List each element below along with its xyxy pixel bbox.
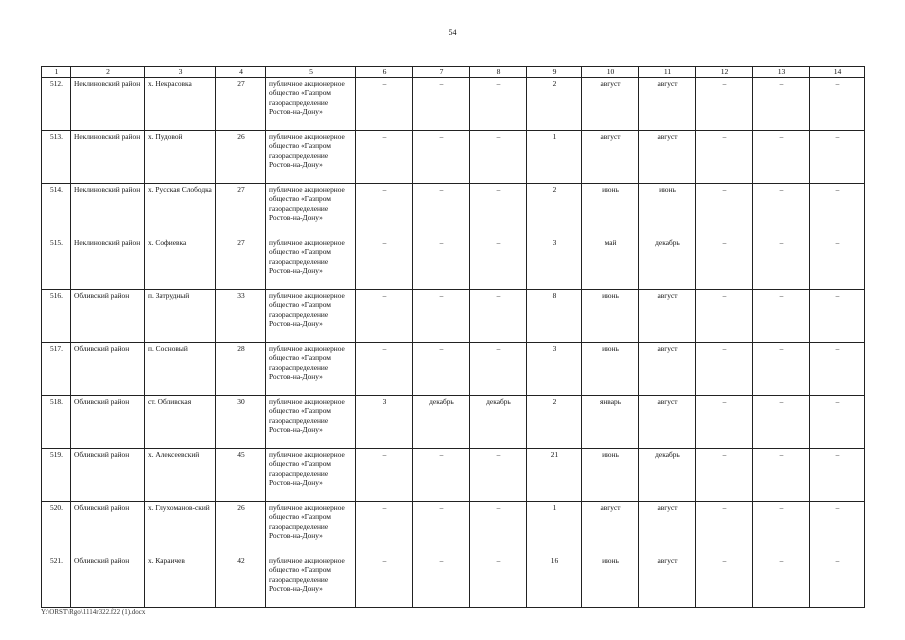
value-col-14: – — [810, 236, 865, 290]
table-row — [42, 183, 865, 236]
month-col-11: декабрь — [639, 236, 696, 290]
district-name: Обливский район — [71, 289, 145, 342]
settlement-name: х. Алексеевский — [145, 448, 216, 501]
value-col-6: – — [356, 342, 413, 395]
table-row — [42, 395, 865, 448]
table-row — [42, 554, 865, 608]
column-header: 6 — [356, 67, 413, 78]
value-col-8: – — [470, 342, 527, 395]
district-name: Обливский район — [71, 342, 145, 395]
value-col-7: – — [413, 236, 470, 290]
value-col-13: – — [753, 183, 810, 236]
row-number: 518. — [42, 395, 71, 448]
month-col-11: август — [639, 342, 696, 395]
value-col-8: – — [470, 130, 527, 183]
value-col-7: – — [413, 77, 470, 130]
value-col-13: – — [753, 130, 810, 183]
value-col-7: – — [413, 554, 470, 608]
settlement-name: х. Глухоманов-ский — [145, 501, 216, 554]
month-col-10: январь — [582, 395, 639, 448]
table-row — [42, 289, 865, 342]
organization-name: публичное акционерное общество «Газпром газораспределение Ростов-на-Дону» — [266, 448, 356, 501]
district-name: Обливский район — [71, 395, 145, 448]
month-col-10: август — [582, 77, 639, 130]
value-col-13: – — [753, 289, 810, 342]
column-header: 10 — [582, 67, 639, 78]
row-number: 519. — [42, 448, 71, 501]
value-col-14: – — [810, 554, 865, 608]
month-col-10: июнь — [582, 448, 639, 501]
value-col-8: – — [470, 289, 527, 342]
value-col-12: – — [696, 395, 753, 448]
value-col-8: – — [470, 448, 527, 501]
value-col-13: – — [753, 501, 810, 554]
table-row — [42, 342, 865, 395]
count-value: 30 — [216, 395, 266, 448]
value-col-14: – — [810, 448, 865, 501]
settlement-name: х. Пудовой — [145, 130, 216, 183]
count-value: 33 — [216, 289, 266, 342]
value-col-7: – — [413, 501, 470, 554]
settlement-name: п. Затрудный — [145, 289, 216, 342]
count-value: 42 — [216, 554, 266, 608]
district-name: Неклиновский район — [71, 77, 145, 130]
value-col-7: декабрь — [413, 395, 470, 448]
column-header: 5 — [266, 67, 356, 78]
value-col-12: – — [696, 289, 753, 342]
value-col-14: – — [810, 183, 865, 236]
month-col-10: август — [582, 501, 639, 554]
value-col-6: – — [356, 130, 413, 183]
column-header: 2 — [71, 67, 145, 78]
settlement-name: п. Сосновый — [145, 342, 216, 395]
value-col-14: – — [810, 342, 865, 395]
district-name: Обливский район — [71, 554, 145, 608]
district-name: Неклиновский район — [71, 183, 145, 236]
organization-name: публичное акционерное общество «Газпром газораспределение Ростов-на-Дону» — [266, 130, 356, 183]
value-col-8: – — [470, 183, 527, 236]
column-header: 7 — [413, 67, 470, 78]
district-name: Обливский район — [71, 501, 145, 554]
value-col-6: – — [356, 448, 413, 501]
data-table — [41, 66, 865, 608]
month-col-11: декабрь — [639, 448, 696, 501]
column-header: 1 — [42, 67, 71, 78]
month-col-11: август — [639, 501, 696, 554]
value-col-12: – — [696, 554, 753, 608]
column-header: 4 — [216, 67, 266, 78]
value-col-12: – — [696, 448, 753, 501]
district-name: Неклиновский район — [71, 236, 145, 290]
table-body — [42, 77, 865, 607]
settlement-name: х. Русская Слободка — [145, 183, 216, 236]
value-col-12: – — [696, 501, 753, 554]
value-col-12: – — [696, 130, 753, 183]
value-col-12: – — [696, 183, 753, 236]
organization-name: публичное акционерное общество «Газпром газораспределение Ростов-на-Дону» — [266, 395, 356, 448]
district-name: Обливский район — [71, 448, 145, 501]
row-number: 515. — [42, 236, 71, 290]
value-col-9: 2 — [527, 395, 582, 448]
count-value: 26 — [216, 130, 266, 183]
value-col-6: – — [356, 554, 413, 608]
value-col-13: – — [753, 448, 810, 501]
column-header: 13 — [753, 67, 810, 78]
month-col-10: июнь — [582, 289, 639, 342]
organization-name: публичное акционерное общество «Газпром газораспределение Ростов-на-Дону» — [266, 183, 356, 236]
organization-name: публичное акционерное общество «Газпром газораспределение Ростов-на-Дону» — [266, 342, 356, 395]
table-row — [42, 448, 865, 501]
value-col-6: – — [356, 236, 413, 290]
value-col-13: – — [753, 342, 810, 395]
settlement-name: х. Некрасовка — [145, 77, 216, 130]
file-path-footer: Y:\ORST\Rgo\1114r322.f22 (1).docx — [41, 608, 146, 616]
table-row — [42, 130, 865, 183]
value-col-13: – — [753, 77, 810, 130]
month-col-11: август — [639, 77, 696, 130]
value-col-9: 8 — [527, 289, 582, 342]
value-col-7: – — [413, 130, 470, 183]
value-col-7: – — [413, 342, 470, 395]
organization-name: публичное акционерное общество «Газпром газораспределение Ростов-на-Дону» — [266, 77, 356, 130]
value-col-6: – — [356, 289, 413, 342]
row-number: 512. — [42, 77, 71, 130]
organization-name: публичное акционерное общество «Газпром газораспределение Ростов-на-Дону» — [266, 554, 356, 608]
row-number: 520. — [42, 501, 71, 554]
row-number: 516. — [42, 289, 71, 342]
month-col-10: август — [582, 130, 639, 183]
month-col-11: август — [639, 395, 696, 448]
value-col-9: 21 — [527, 448, 582, 501]
column-header: 11 — [639, 67, 696, 78]
month-col-11: август — [639, 554, 696, 608]
page-number: 54 — [448, 28, 457, 37]
table-row — [42, 77, 865, 130]
organization-name: публичное акционерное общество «Газпром газораспределение Ростов-на-Дону» — [266, 236, 356, 290]
month-col-11: июнь — [639, 183, 696, 236]
value-col-6: – — [356, 77, 413, 130]
month-col-10: июнь — [582, 183, 639, 236]
count-value: 27 — [216, 236, 266, 290]
count-value: 26 — [216, 501, 266, 554]
row-number: 513. — [42, 130, 71, 183]
value-col-12: – — [696, 77, 753, 130]
value-col-8: – — [470, 236, 527, 290]
value-col-14: – — [810, 395, 865, 448]
value-col-14: – — [810, 289, 865, 342]
month-col-10: июнь — [582, 342, 639, 395]
table-header-row — [42, 67, 865, 78]
value-col-9: 3 — [527, 236, 582, 290]
row-number: 521. — [42, 554, 71, 608]
value-col-14: – — [810, 77, 865, 130]
value-col-8: – — [470, 501, 527, 554]
table-row — [42, 501, 865, 554]
value-col-13: – — [753, 395, 810, 448]
value-col-9: 2 — [527, 183, 582, 236]
row-number: 517. — [42, 342, 71, 395]
column-header: 9 — [527, 67, 582, 78]
column-header: 14 — [810, 67, 865, 78]
month-col-11: август — [639, 130, 696, 183]
value-col-8: – — [470, 554, 527, 608]
settlement-name: х. Софиевка — [145, 236, 216, 290]
settlement-name: ст. Обливская — [145, 395, 216, 448]
value-col-7: – — [413, 289, 470, 342]
value-col-9: 16 — [527, 554, 582, 608]
month-col-10: май — [582, 236, 639, 290]
settlement-name: х. Караичев — [145, 554, 216, 608]
value-col-6: – — [356, 183, 413, 236]
value-col-13: – — [753, 554, 810, 608]
organization-name: публичное акционерное общество «Газпром газораспределение Ростов-на-Дону» — [266, 289, 356, 342]
value-col-13: – — [753, 236, 810, 290]
column-header: 8 — [470, 67, 527, 78]
value-col-14: – — [810, 501, 865, 554]
table-row — [42, 236, 865, 290]
value-col-12: – — [696, 236, 753, 290]
count-value: 45 — [216, 448, 266, 501]
count-value: 27 — [216, 183, 266, 236]
value-col-9: 3 — [527, 342, 582, 395]
column-header: 3 — [145, 67, 216, 78]
value-col-7: – — [413, 183, 470, 236]
month-col-11: август — [639, 289, 696, 342]
value-col-9: 1 — [527, 501, 582, 554]
organization-name: публичное акционерное общество «Газпром газораспределение Ростов-на-Дону» — [266, 501, 356, 554]
value-col-14: – — [810, 130, 865, 183]
month-col-10: июнь — [582, 554, 639, 608]
value-col-8: – — [470, 77, 527, 130]
column-header: 12 — [696, 67, 753, 78]
value-col-9: 2 — [527, 77, 582, 130]
district-name: Неклиновский район — [71, 130, 145, 183]
value-col-6: – — [356, 501, 413, 554]
count-value: 28 — [216, 342, 266, 395]
row-number: 514. — [42, 183, 71, 236]
value-col-7: – — [413, 448, 470, 501]
value-col-9: 1 — [527, 130, 582, 183]
count-value: 27 — [216, 77, 266, 130]
value-col-6: 3 — [356, 395, 413, 448]
value-col-12: – — [696, 342, 753, 395]
value-col-8: декабрь — [470, 395, 527, 448]
